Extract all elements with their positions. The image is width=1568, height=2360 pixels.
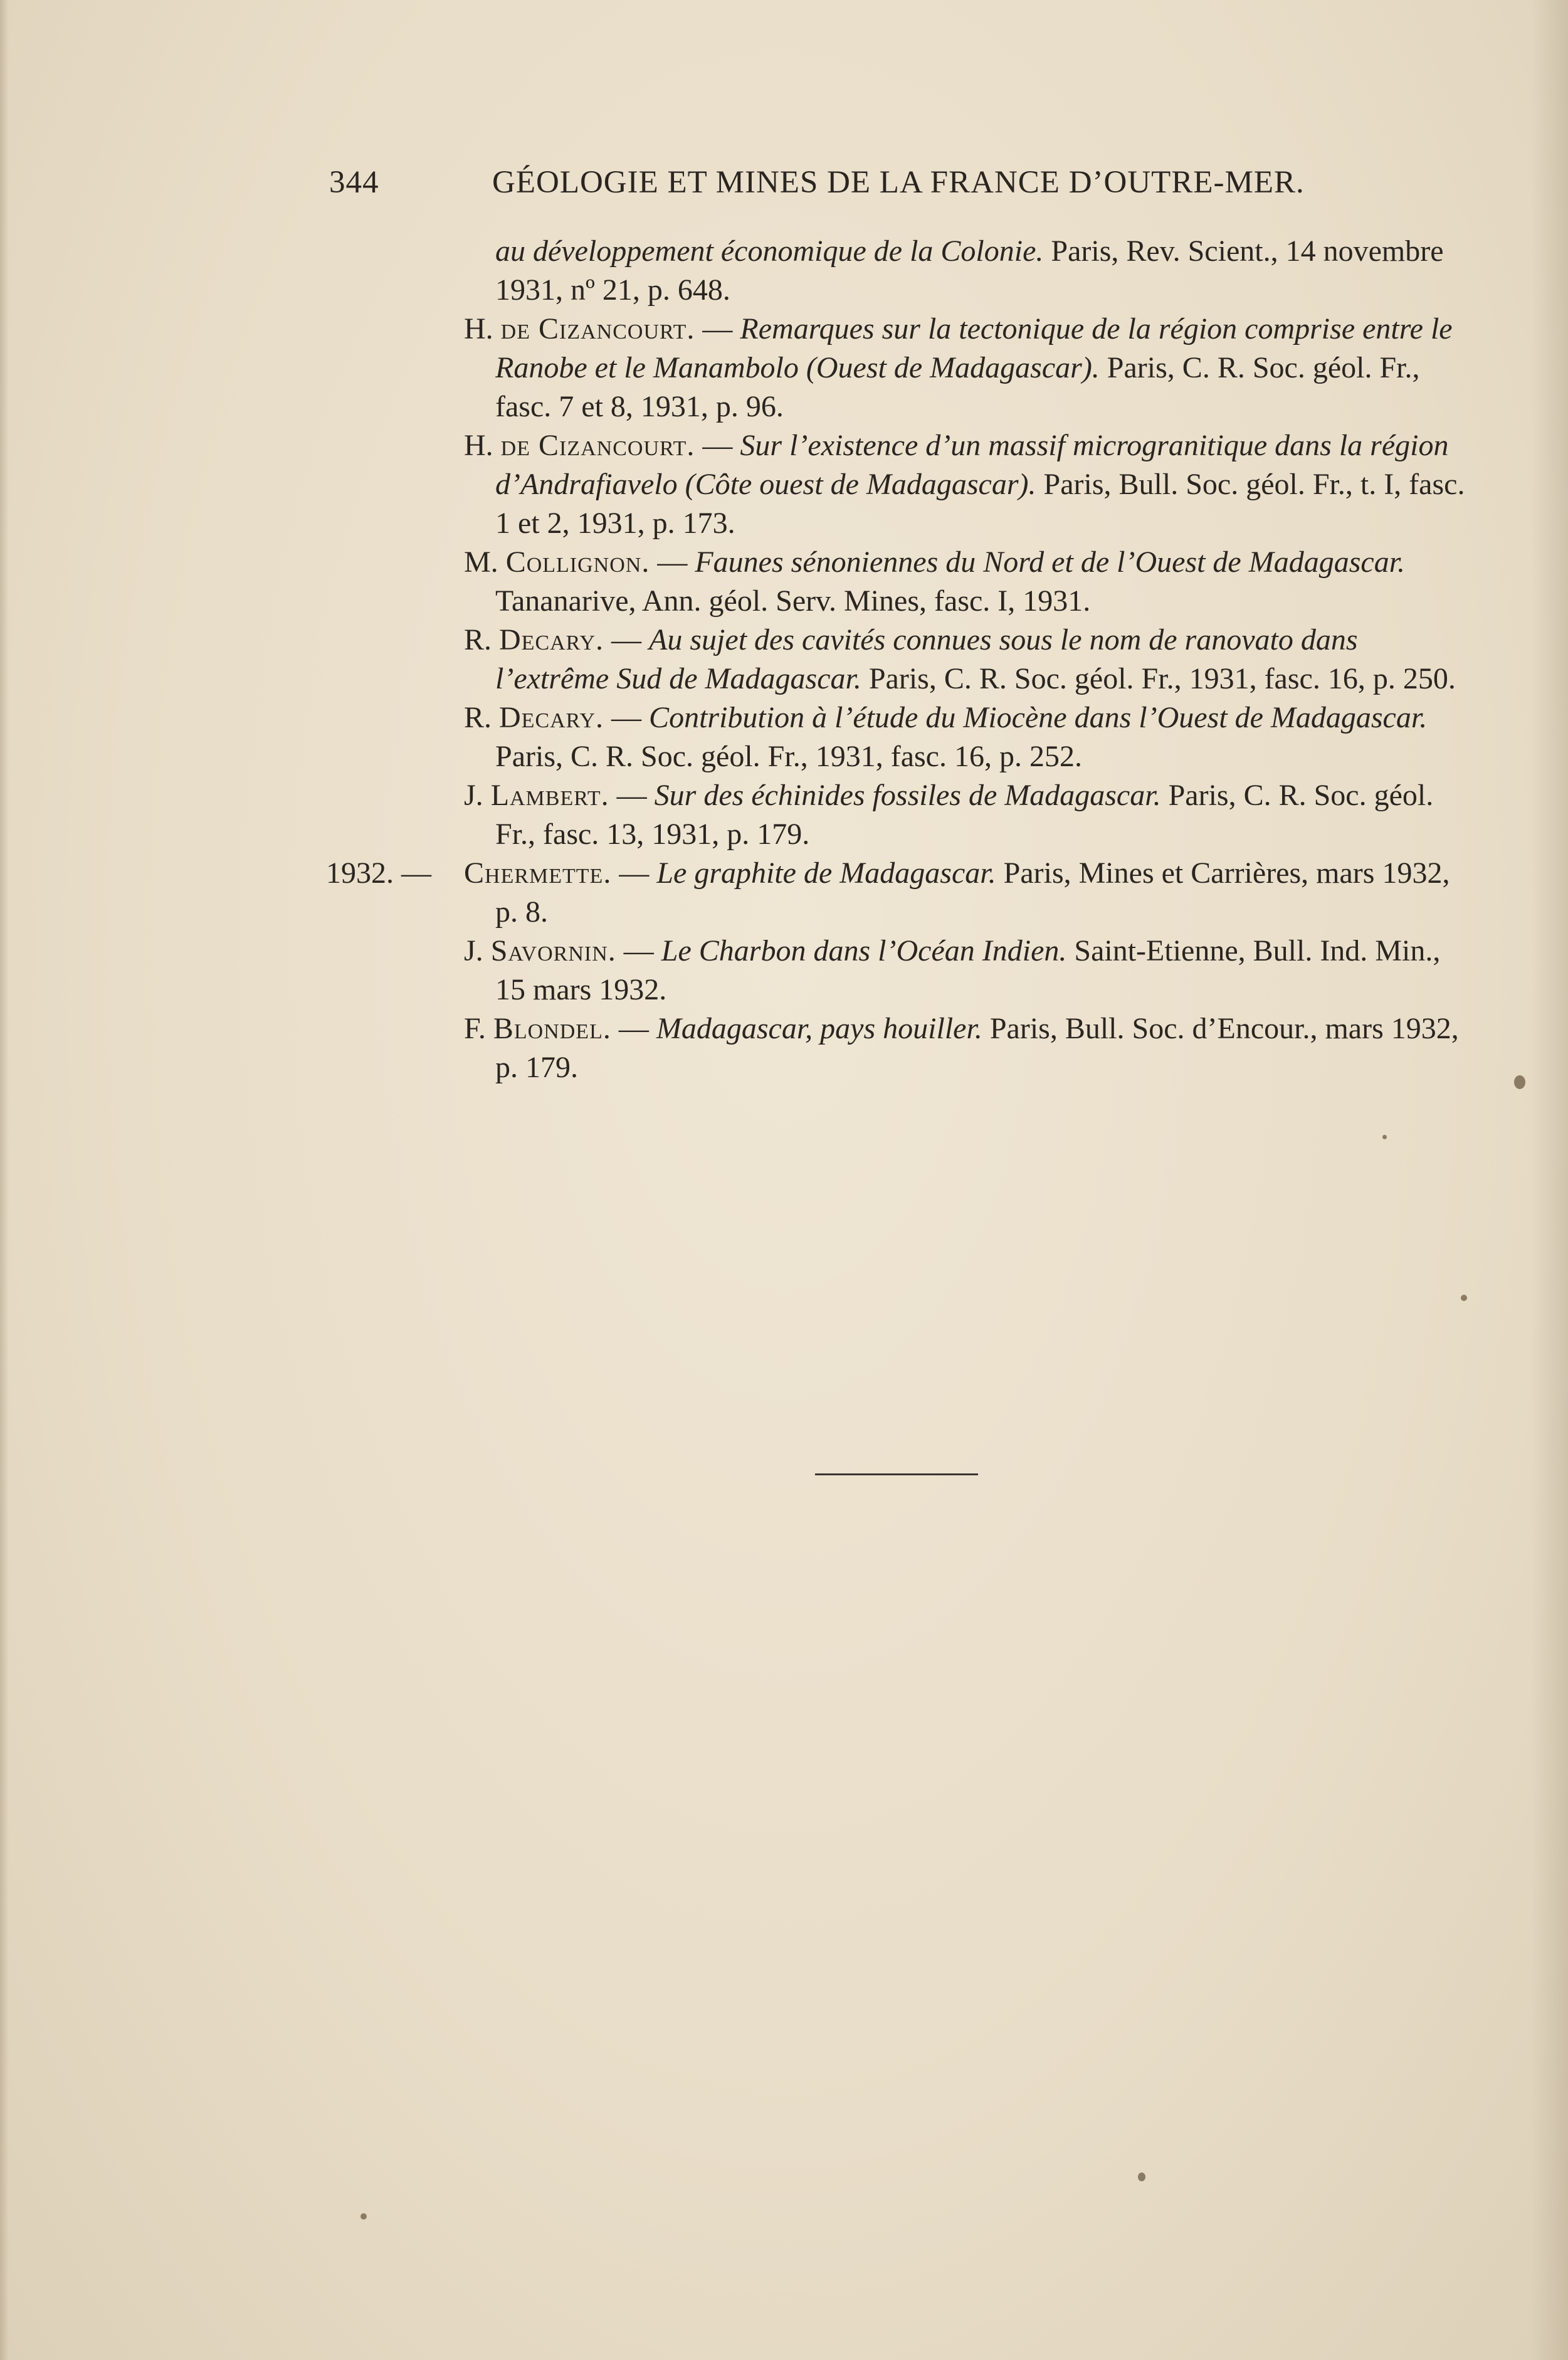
entry-author: Decary. bbox=[499, 623, 604, 656]
stain-spot bbox=[1138, 2173, 1145, 2181]
entry-publication: Paris, C. R. Soc. géol. Fr., 1931, fasc. 16, p. 252. bbox=[495, 740, 1082, 773]
running-header bbox=[0, 164, 1568, 208]
bibliography-entry bbox=[326, 1009, 1473, 1087]
entry-initial: J. bbox=[464, 934, 483, 967]
running-title: GÉOLOGIE ET MINES DE LA FRANCE D’OUTRE-MER. bbox=[492, 165, 1305, 200]
entry-author: Blondel. bbox=[493, 1012, 611, 1045]
entry-initial: R. bbox=[464, 701, 492, 734]
entry-author: Lambert. bbox=[490, 779, 609, 812]
bibliography-entry bbox=[326, 932, 1473, 1009]
end-rule bbox=[815, 1473, 978, 1475]
entry-dash: — bbox=[611, 1012, 656, 1045]
entry-year: 1932. — bbox=[326, 856, 431, 890]
page-number: 344 bbox=[329, 165, 379, 200]
entry-title: Madagascar, pays houiller. bbox=[656, 1012, 982, 1045]
entry-dash: — bbox=[604, 701, 650, 734]
entry-publication: Paris, Bull. Soc. d’Encour., mars 1932, p. 179. bbox=[495, 1012, 1459, 1084]
entry-publication: Paris, Mines et Carrières, mars 1932, p. 8. bbox=[495, 856, 1450, 929]
entry-dash: — bbox=[616, 934, 661, 967]
entry-publication: Saint-Etienne, Bull. Ind. Min., 15 mars 1932. bbox=[495, 934, 1441, 1006]
bibliography-list bbox=[326, 232, 1473, 1087]
bibliography-entry bbox=[326, 426, 1473, 543]
entry-author: de Cizancourt. bbox=[500, 429, 695, 462]
stain-spot bbox=[1382, 1135, 1387, 1139]
bibliography-entry bbox=[326, 621, 1473, 698]
entry-author: Chermette. bbox=[464, 856, 612, 890]
entry-publication: Tananarive, Ann. géol. Serv. Mines, fasc. I, 1931. bbox=[495, 584, 1091, 618]
entry-author: Decary. bbox=[499, 701, 604, 734]
entry-title: Faunes sénoniennes du Nord et de l’Ouest de Madagascar. bbox=[695, 545, 1406, 579]
entry-title: Remarques sur la tectonique de la région comprise entre le Ranobe et le Manambolo (Ouest de Madagascar). bbox=[495, 312, 1453, 384]
entry-dash: — bbox=[611, 856, 657, 890]
entry-initial: H. bbox=[464, 429, 493, 462]
stain-spot bbox=[1514, 1075, 1525, 1089]
stain-spot bbox=[1461, 1295, 1467, 1301]
entry-author: Collignon. bbox=[505, 545, 650, 579]
page-right-edge bbox=[1530, 0, 1568, 2360]
entry-publication: Paris, Bull. Soc. géol. Fr., t. I, fasc. 1 et 2, 1931, p. 173. bbox=[495, 468, 1465, 540]
entry-title: Sur des échinides fossiles de Madagascar. bbox=[654, 779, 1161, 812]
bibliography-entry bbox=[326, 543, 1473, 621]
entry-publication: Paris, C. R. Soc. géol. Fr., fasc. 7 et 8, 1931, p. 96. bbox=[495, 351, 1420, 423]
bibliography-entry bbox=[326, 776, 1473, 854]
entry-initial: F. bbox=[464, 1012, 486, 1045]
entry-title: Le graphite de Madagascar. bbox=[656, 856, 996, 890]
entry-dash: — bbox=[695, 429, 740, 462]
entry-dash: — bbox=[604, 623, 650, 656]
continued-entry-rest: Paris, Rev. Scient., 14 novembre 1931, nº 21, p. 648. bbox=[495, 234, 1444, 307]
page-left-edge bbox=[0, 0, 9, 2360]
entry-publication: Paris, C. R. Soc. géol. Fr., fasc. 13, 1931, p. 179. bbox=[495, 779, 1434, 851]
entry-title: Au sujet des cavités connues sous le nom de ranovato dans l’extrême Sud de Madagascar. bbox=[495, 623, 1358, 695]
entry-title: Sur l’existence d’un massif microgranitique dans la région d’Andrafiavelo (Côte ouest de Madagascar). bbox=[495, 429, 1449, 501]
entry-initial: H. bbox=[464, 312, 493, 345]
entry-dash: — bbox=[609, 779, 655, 812]
entry-title: Contribution à l’étude du Miocène dans l’Ouest de Madagascar. bbox=[649, 701, 1428, 734]
entry-initial: M. bbox=[464, 545, 498, 579]
entry-initial: J. bbox=[464, 779, 483, 812]
continued-entry bbox=[326, 232, 1473, 310]
entry-dash: — bbox=[695, 312, 740, 345]
entry-author: de Cizancourt. bbox=[500, 312, 695, 345]
bibliography-entry bbox=[326, 310, 1473, 426]
entry-publication: Paris, C. R. Soc. géol. Fr., 1931, fasc. 16, p. 250. bbox=[861, 662, 1456, 695]
entry-author: Savornin. bbox=[490, 934, 616, 967]
stain-spot bbox=[360, 2213, 367, 2220]
entry-title: Le Charbon dans l’Océan Indien. bbox=[661, 934, 1067, 967]
continued-entry-italic: au développement économique de la Colonie. bbox=[495, 234, 1044, 268]
entry-initial: R. bbox=[464, 623, 492, 656]
bibliography-entry bbox=[326, 854, 1473, 932]
bibliography-entry bbox=[326, 698, 1473, 776]
entry-dash: — bbox=[650, 545, 695, 579]
entry-list bbox=[326, 310, 1473, 1087]
